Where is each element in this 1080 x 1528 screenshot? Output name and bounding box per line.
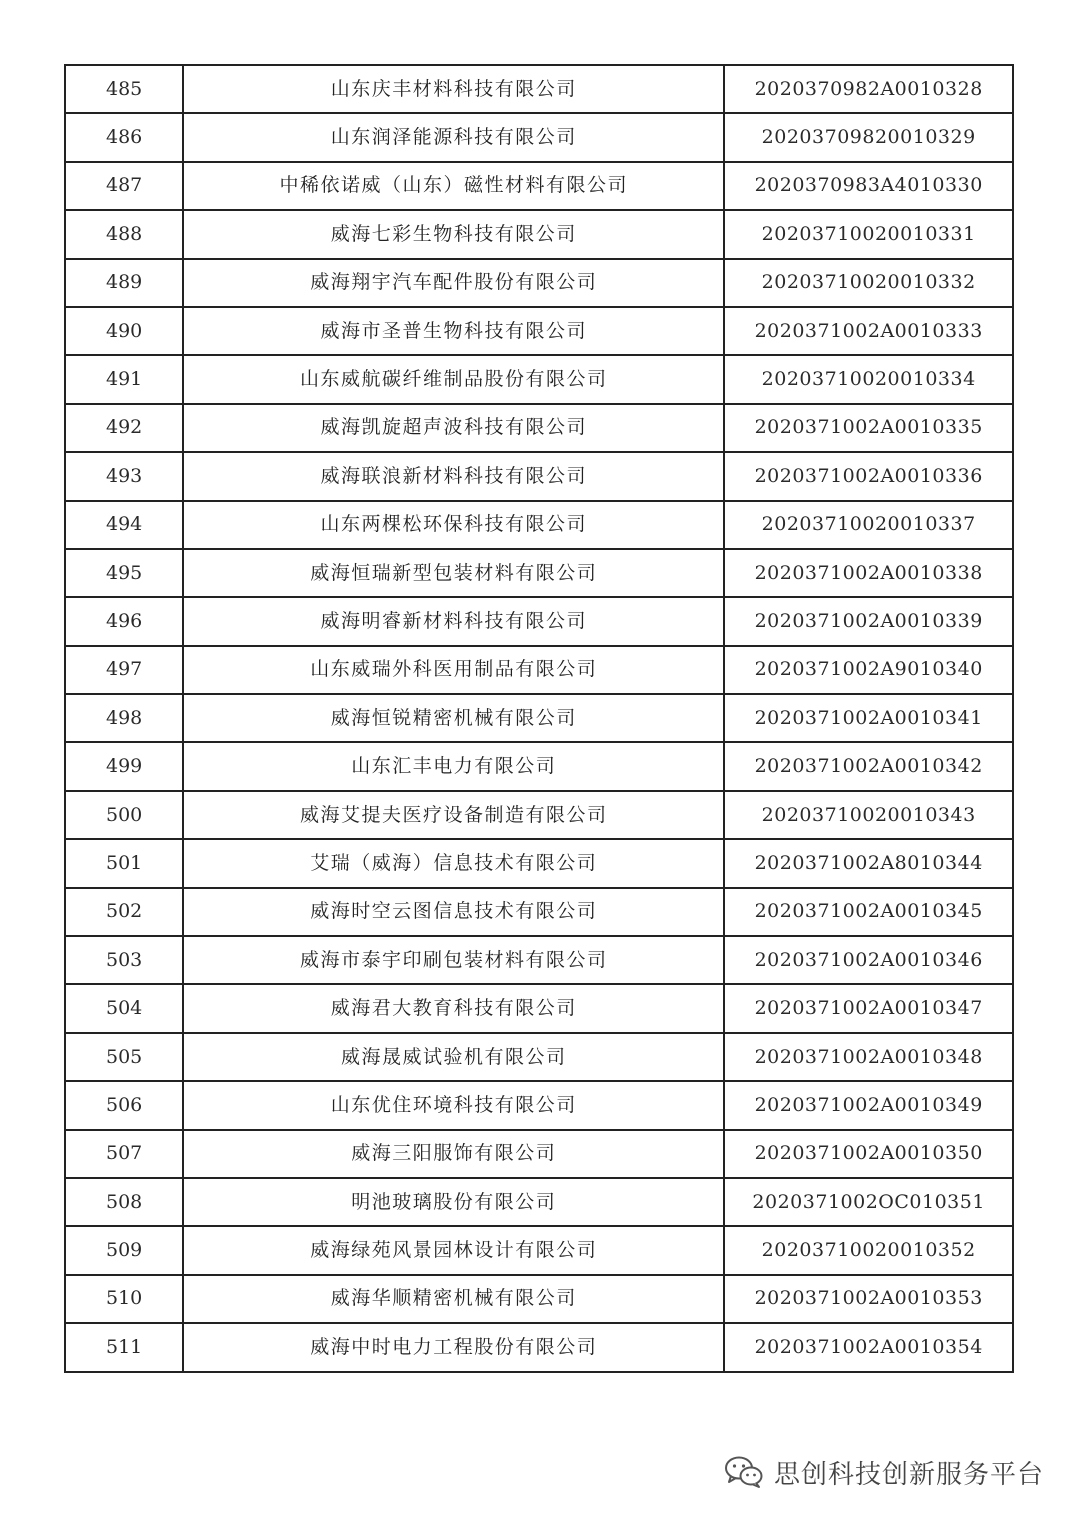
row-number-cell: 506 bbox=[65, 1081, 183, 1129]
row-number-cell: 510 bbox=[65, 1275, 183, 1323]
row-number-cell: 511 bbox=[65, 1323, 183, 1371]
company-name-cell: 威海联浪新材料科技有限公司 bbox=[183, 452, 724, 500]
company-name-cell: 威海凯旋超声波科技有限公司 bbox=[183, 404, 724, 452]
company-name-cell: 威海时空云图信息技术有限公司 bbox=[183, 888, 724, 936]
table-row bbox=[65, 694, 1013, 742]
company-name-cell: 威海市泰宇印刷包装材料有限公司 bbox=[183, 936, 724, 984]
table-body bbox=[65, 65, 1013, 1372]
registration-code-cell: 2020371002A9010340 bbox=[724, 646, 1013, 694]
row-number-cell: 505 bbox=[65, 1033, 183, 1081]
registration-code-cell: 2020371002A0010347 bbox=[724, 984, 1013, 1032]
registration-code-cell: 2020371002A0010341 bbox=[724, 694, 1013, 742]
row-number-cell: 495 bbox=[65, 549, 183, 597]
row-number-cell: 491 bbox=[65, 355, 183, 403]
registration-code-cell: 2020371002A0010338 bbox=[724, 549, 1013, 597]
company-name-cell: 山东汇丰电力有限公司 bbox=[183, 742, 724, 790]
table-row bbox=[65, 162, 1013, 210]
row-number-cell: 507 bbox=[65, 1130, 183, 1178]
registration-code-cell: 20203710020010331 bbox=[724, 210, 1013, 258]
company-name-cell: 山东优住环境科技有限公司 bbox=[183, 1081, 724, 1129]
company-name-cell: 威海晟威试验机有限公司 bbox=[183, 1033, 724, 1081]
table-row bbox=[65, 404, 1013, 452]
company-name-cell: 威海艾提夫医疗设备制造有限公司 bbox=[183, 791, 724, 839]
table-row bbox=[65, 65, 1013, 113]
registration-code-cell: 2020371002OC010351 bbox=[724, 1178, 1013, 1226]
table-row bbox=[65, 984, 1013, 1032]
row-number-cell: 493 bbox=[65, 452, 183, 500]
row-number-cell: 489 bbox=[65, 259, 183, 307]
company-name-cell: 山东威瑞外科医用制品有限公司 bbox=[183, 646, 724, 694]
registration-code-cell: 2020371002A0010348 bbox=[724, 1033, 1013, 1081]
table-row bbox=[65, 597, 1013, 645]
registration-code-cell: 2020371002A0010354 bbox=[724, 1323, 1013, 1371]
table-row bbox=[65, 1323, 1013, 1371]
company-name-cell: 艾瑞（威海）信息技术有限公司 bbox=[183, 839, 724, 887]
table-row bbox=[65, 549, 1013, 597]
company-name-cell: 山东威航碳纤维制品股份有限公司 bbox=[183, 355, 724, 403]
company-name-cell: 威海恒瑞新型包装材料有限公司 bbox=[183, 549, 724, 597]
row-number-cell: 500 bbox=[65, 791, 183, 839]
registration-code-cell: 2020371002A8010344 bbox=[724, 839, 1013, 887]
company-name-cell: 明池玻璃股份有限公司 bbox=[183, 1178, 724, 1226]
company-name-cell: 中稀依诺威（山东）磁性材料有限公司 bbox=[183, 162, 724, 210]
registration-code-cell: 2020371002A0010353 bbox=[724, 1275, 1013, 1323]
company-name-cell: 威海三阳服饰有限公司 bbox=[183, 1130, 724, 1178]
table-row bbox=[65, 355, 1013, 403]
watermark-text: 思创科技创新服务平台 bbox=[773, 1459, 1044, 1490]
row-number-cell: 504 bbox=[65, 984, 183, 1032]
company-name-cell: 威海绿苑风景园林设计有限公司 bbox=[183, 1226, 724, 1274]
table-row bbox=[65, 1178, 1013, 1226]
row-number-cell: 490 bbox=[65, 307, 183, 355]
row-number-cell: 485 bbox=[65, 65, 183, 113]
row-number-cell: 488 bbox=[65, 210, 183, 258]
table-row bbox=[65, 1081, 1013, 1129]
table-row bbox=[65, 501, 1013, 549]
row-number-cell: 487 bbox=[65, 162, 183, 210]
table-row bbox=[65, 113, 1013, 161]
row-number-cell: 486 bbox=[65, 113, 183, 161]
registration-code-cell: 2020370982A0010328 bbox=[724, 65, 1013, 113]
registration-code-cell: 2020371002A0010339 bbox=[724, 597, 1013, 645]
registration-code-cell: 20203710020010334 bbox=[724, 355, 1013, 403]
company-name-cell: 威海明睿新材料科技有限公司 bbox=[183, 597, 724, 645]
row-number-cell: 492 bbox=[65, 404, 183, 452]
company-name-cell: 威海中时电力工程股份有限公司 bbox=[183, 1323, 724, 1371]
registration-code-cell: 2020371002A0010336 bbox=[724, 452, 1013, 500]
registration-code-cell: 2020371002A0010350 bbox=[724, 1130, 1013, 1178]
company-name-cell: 山东润泽能源科技有限公司 bbox=[183, 113, 724, 161]
table-row bbox=[65, 936, 1013, 984]
registration-code-cell: 20203709820010329 bbox=[724, 113, 1013, 161]
registration-code-cell: 2020371002A0010346 bbox=[724, 936, 1013, 984]
row-number-cell: 494 bbox=[65, 501, 183, 549]
registration-code-cell: 20203710020010343 bbox=[724, 791, 1013, 839]
table-row bbox=[65, 1275, 1013, 1323]
company-name-cell: 威海七彩生物科技有限公司 bbox=[183, 210, 724, 258]
row-number-cell: 498 bbox=[65, 694, 183, 742]
registration-code-cell: 2020371002A0010335 bbox=[724, 404, 1013, 452]
registration-code-cell: 2020371002A0010342 bbox=[724, 742, 1013, 790]
table-row bbox=[65, 839, 1013, 887]
table-row bbox=[65, 210, 1013, 258]
row-number-cell: 499 bbox=[65, 742, 183, 790]
table-row bbox=[65, 888, 1013, 936]
row-number-cell: 509 bbox=[65, 1226, 183, 1274]
company-list-table bbox=[64, 64, 1014, 1373]
table-row bbox=[65, 1226, 1013, 1274]
table-row bbox=[65, 1130, 1013, 1178]
company-name-cell: 山东两棵松环保科技有限公司 bbox=[183, 501, 724, 549]
row-number-cell: 502 bbox=[65, 888, 183, 936]
row-number-cell: 497 bbox=[65, 646, 183, 694]
company-name-cell: 威海恒锐精密机械有限公司 bbox=[183, 694, 724, 742]
table-row bbox=[65, 742, 1013, 790]
row-number-cell: 508 bbox=[65, 1178, 183, 1226]
row-number-cell: 503 bbox=[65, 936, 183, 984]
table-row bbox=[65, 307, 1013, 355]
company-name-cell: 威海市圣普生物科技有限公司 bbox=[183, 307, 724, 355]
row-number-cell: 501 bbox=[65, 839, 183, 887]
company-name-cell: 威海翔宇汽车配件股份有限公司 bbox=[183, 259, 724, 307]
table-row bbox=[65, 452, 1013, 500]
registration-code-cell: 20203710020010337 bbox=[724, 501, 1013, 549]
registration-code-cell: 2020370983A4010330 bbox=[724, 162, 1013, 210]
watermark bbox=[724, 1442, 1044, 1502]
registration-code-cell: 2020371002A0010333 bbox=[724, 307, 1013, 355]
company-name-cell: 威海君大教育科技有限公司 bbox=[183, 984, 724, 1032]
table-row bbox=[65, 646, 1013, 694]
registration-code-cell: 20203710020010352 bbox=[724, 1226, 1013, 1274]
table-row bbox=[65, 259, 1013, 307]
registration-code-cell: 2020371002A0010345 bbox=[724, 888, 1013, 936]
table-row bbox=[65, 791, 1013, 839]
wechat-icon bbox=[724, 1455, 764, 1489]
registration-code-cell: 20203710020010332 bbox=[724, 259, 1013, 307]
company-name-cell: 山东庆丰材料科技有限公司 bbox=[183, 65, 724, 113]
row-number-cell: 496 bbox=[65, 597, 183, 645]
table-row bbox=[65, 1033, 1013, 1081]
company-name-cell: 威海华顺精密机械有限公司 bbox=[183, 1275, 724, 1323]
registration-code-cell: 2020371002A0010349 bbox=[724, 1081, 1013, 1129]
